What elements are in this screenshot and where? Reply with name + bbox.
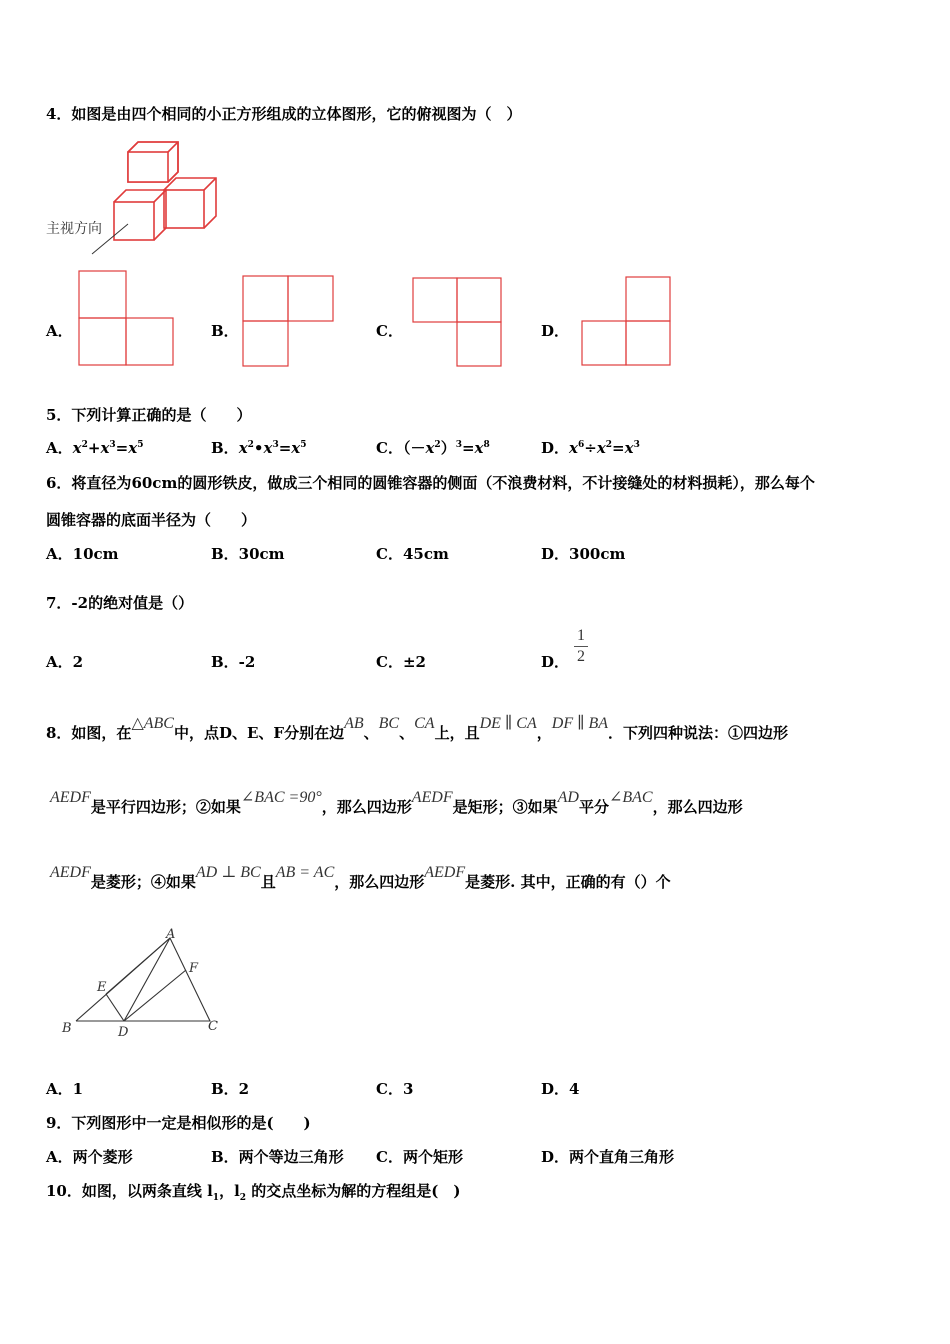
q4-option-d-figure — [581, 276, 673, 368]
q6-option-c: C．45cm — [376, 545, 449, 563]
q4-option-b-label: B． — [211, 322, 239, 340]
q8-option-a: A．1 — [46, 1080, 84, 1098]
q4-option-c-label: C． — [376, 322, 403, 340]
q6-stem-line1: 6．将直径为60cm的圆形铁皮，做成三个相同的圆锥容器的侧面（不浪费材料，不计接缝处的材料损耗），那么每个 — [46, 474, 815, 492]
q7-option-d: D． — [541, 653, 570, 671]
q4-stem: 4．如图是由四个相同的小正方形组成的立体图形，它的俯视图为（ ） — [46, 105, 522, 123]
q4-option-c-figure — [412, 277, 504, 369]
q5-option-c: C．$(-x^2)^3=x^8$ — [376, 439, 490, 457]
q8-line2: AEDF是平行四边形；②如果∠BAC =90°，那么四边形AEDF是矩形；③如果AD平分∠BAC，那么四边形 — [50, 789, 743, 816]
fraction-numerator: 1 — [574, 626, 588, 647]
q4-option-a-figure — [78, 270, 176, 368]
q8-option-d: D．4 — [541, 1080, 580, 1098]
vertex-label-f: F — [189, 961, 199, 976]
q7-stem: 7．-2的绝对值是（） — [46, 594, 194, 612]
q4-cube-figure — [86, 138, 226, 258]
vertex-label-c: C — [208, 1019, 218, 1034]
vertex-label-b: B — [62, 1021, 72, 1036]
q7-option-b: B．-2 — [211, 653, 256, 671]
q8-option-b: B．2 — [211, 1080, 250, 1098]
q6-option-b: B．30cm — [211, 545, 285, 563]
vertex-label-e: E — [97, 980, 107, 995]
q8-triangle-figure — [60, 928, 230, 1040]
q6-option-a: A．10cm — [46, 545, 119, 563]
q5-stem: 5．下列计算正确的是（ ） — [46, 406, 252, 424]
q4-option-d-label: D． — [541, 322, 570, 340]
q10-stem: 10．如图，以两条直线 $l_1$，$l_2$ 的交点坐标为解的方程组是( ) — [46, 1182, 461, 1203]
q4-option-b-figure — [242, 275, 336, 369]
q5-option-d: D．$x^6\div x^2=x^3$ — [541, 439, 640, 457]
q9-option-a: A．两个菱形 — [46, 1148, 133, 1166]
q8-line1: 8．如图，在△ABC中，点D、E、F分别在边AB、BC、CA上，且DE ∥ CA，DF ∥ BA．下列四种说法：①四边形 — [46, 715, 789, 742]
view-direction-label: 主视方向 — [46, 221, 102, 237]
q9-option-d: D．两个直角三角形 — [541, 1148, 675, 1166]
vertex-label-a: A — [166, 927, 176, 942]
q8-option-c: C．3 — [376, 1080, 414, 1098]
fraction-denominator: 2 — [577, 648, 585, 665]
q5-option-a: A．$x^2+x^3=x^5$ — [46, 439, 144, 457]
q7-option-a: A．2 — [46, 653, 84, 671]
q7-option-c: C．±2 — [376, 653, 426, 671]
q8-line3: AEDF是菱形；④如果AD ⊥ BC且AB = AC，那么四边形AEDF是菱形. 其中，正确的有（）个 — [50, 864, 671, 891]
q9-option-c: C．两个矩形 — [376, 1148, 463, 1166]
q9-stem: 9．下列图形中一定是相似形的是( ) — [46, 1114, 311, 1132]
q7-fraction — [574, 626, 588, 667]
q5-option-b: B．$x^2•x^3=x^5$ — [211, 439, 307, 457]
q4-option-a-label: A． — [46, 322, 73, 340]
q9-option-b: B．两个等边三角形 — [211, 1148, 344, 1166]
q6-stem-line2: 圆锥容器的底面半径为（ ） — [46, 511, 257, 529]
q6-option-d: D．300cm — [541, 545, 626, 563]
vertex-label-d: D — [118, 1025, 129, 1040]
